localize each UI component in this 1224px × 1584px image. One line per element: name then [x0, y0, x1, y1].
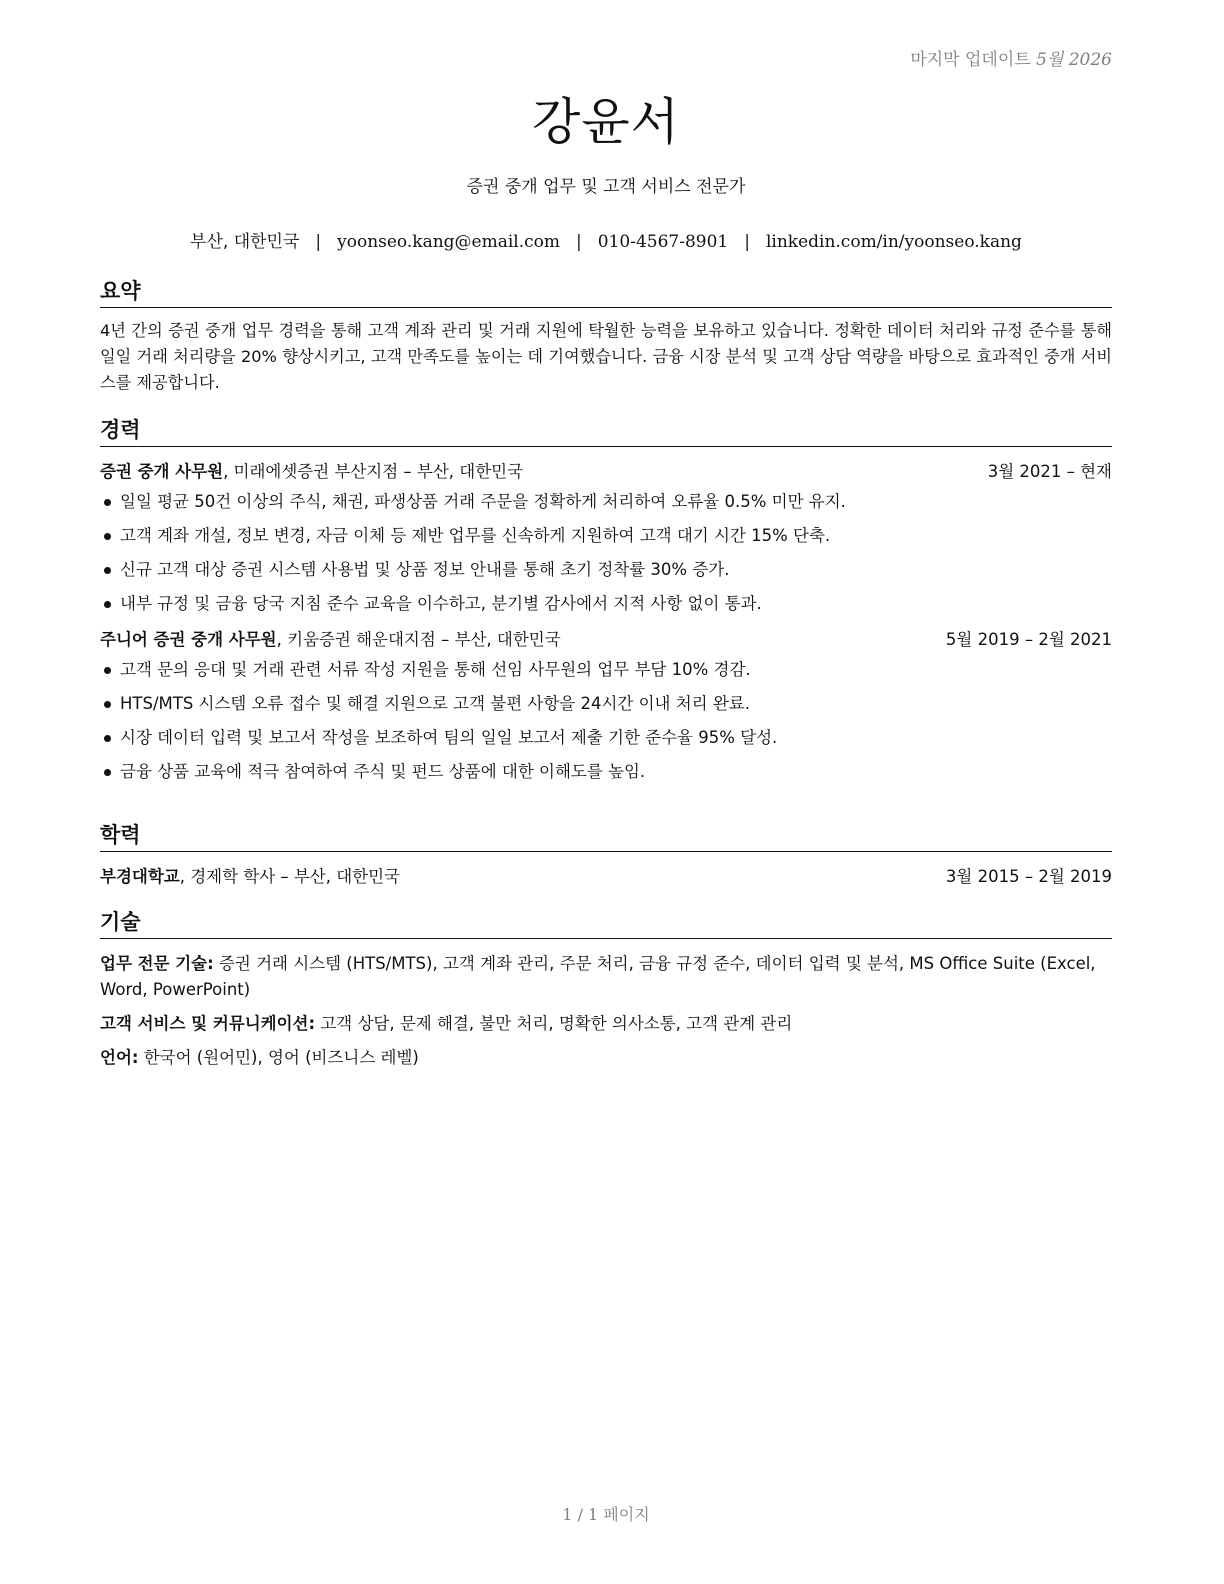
skills-section [100, 909, 1112, 1079]
education-detail: , 경제학 학사 – 부산, 대한민국 [179, 867, 400, 886]
job-org: , 키움증권 해운대지점 – 부산, 대한민국 [276, 630, 561, 649]
skill-label: 언어: [100, 1048, 139, 1067]
job-org: , 미래에셋증권 부산지점 – 부산, 대한민국 [223, 462, 524, 481]
job-title: 주니어 증권 중개 사무원 [100, 630, 277, 649]
contact-separator: | [315, 232, 322, 252]
summary-section [100, 278, 1112, 396]
summary-text: 4년 간의 증권 중개 업무 경력을 통해 고객 계좌 관리 및 거래 지원에 탁월한 능력을 보유하고 있습니다. 정확한 데이터 처리와 규정 준수를 통해 일일 거래 처리량을 20% 향상시키고, 고객 만족도를 높이는 데 기여했습니다. 금융 시장 분석 및 고객 상담 역량을 바탕으로 효과적인 중개 서비스를 제공합니다. [100, 321, 1112, 392]
job-header [100, 627, 1112, 653]
list-item: 고객 문의 응대 및 거래 관련 서류 작성 지원을 통해 선임 사무원의 업무 부담 10% 경감. [100, 657, 1112, 683]
education-entry [100, 864, 1112, 890]
page-number: 1 / 1 페이지 [562, 1505, 650, 1524]
skill-value: 증권 거래 시스템 (HTS/MTS), 고객 계좌 관리, 주문 처리, 금융 규정 준수, 데이터 입력 및 분석, MS Office Suite (Excel, Word, PowerPoint) [100, 954, 1096, 999]
job-bullets [100, 657, 1112, 785]
contact-separator: | [576, 232, 582, 252]
job-bullets [100, 489, 1112, 617]
list-item: 금융 상품 교육에 적극 참여하여 주식 및 펀드 상품에 대한 이해도를 높임. [100, 759, 1112, 785]
education-heading: 학력 [100, 822, 1112, 852]
contact-email[interactable]: yoonseo.kang@email.com [337, 232, 561, 252]
summary-heading: 요약 [100, 278, 1112, 308]
candidate-headline: 증권 중개 업무 및 고객 서비스 전문가 [466, 177, 746, 197]
skill-item [100, 951, 1112, 1003]
skill-item [100, 1045, 1112, 1071]
job-date: 5월 2019 – 2월 2021 [945, 630, 1112, 649]
list-item: 내부 규정 및 금융 당국 지침 준수 교육을 이수하고, 분기별 감사에서 지적 사항 없이 통과. [100, 591, 1112, 617]
skill-label: 고객 서비스 및 커뮤니케이션: [100, 1014, 316, 1033]
contact-location: 부산, 대한민국 [190, 232, 300, 252]
job-entry [100, 627, 1112, 785]
list-item: 일일 평균 50건 이상의 주식, 채권, 파생상품 거래 주문을 정확하게 처리하여 오류율 0.5% 미만 유지. [100, 489, 1112, 515]
last-updated-date: 5월 2026 [1036, 50, 1112, 70]
skills-list [100, 951, 1112, 1071]
skill-item [100, 1011, 1112, 1037]
last-updated [910, 45, 1112, 70]
skill-value: 고객 상담, 문제 해결, 불만 처리, 명확한 의사소통, 고객 관계 관리 [315, 1014, 793, 1033]
job-title: 증권 중개 사무원 [100, 462, 224, 481]
list-item: 신규 고객 대상 증권 시스템 사용법 및 상품 정보 안내를 통해 초기 정착률 30% 증가. [100, 557, 1112, 583]
experience-heading: 경력 [100, 417, 1112, 447]
contact-line [100, 227, 1112, 252]
experience-section [100, 417, 1112, 793]
contact-linkedin[interactable]: linkedin.com/in/yoonseo.kang [765, 232, 1022, 252]
candidate-name: 강윤서 [532, 93, 680, 151]
job-entry [100, 459, 1112, 617]
skill-value: 한국어 (원어민), 영어 (비즈니스 레벨) [138, 1048, 419, 1067]
job-header [100, 459, 1112, 485]
list-item: HTS/MTS 시스템 오류 접수 및 해결 지원으로 고객 불편 사항을 24시간 이내 처리 완료. [100, 691, 1112, 717]
education-section [100, 822, 1112, 890]
education-date: 3월 2015 – 2월 2019 [945, 867, 1112, 886]
job-date: 3월 2021 – 현재 [987, 462, 1112, 481]
resume-page [100, 0, 1112, 1584]
list-item: 시장 데이터 입력 및 보고서 작성을 보조하여 팀의 일일 보고서 제출 기한 준수율 95% 달성. [100, 725, 1112, 751]
skills-heading: 기술 [100, 909, 1112, 939]
last-updated-prefix: 마지막 업데이트 [910, 50, 1031, 70]
school-name: 부경대학교 [100, 867, 180, 886]
list-item: 고객 계좌 개설, 정보 변경, 자금 이체 등 제반 업무를 신속하게 지원하여 고객 대기 시간 15% 단축. [100, 523, 1112, 549]
skill-label: 업무 전문 기술: [100, 954, 214, 973]
contact-separator: | [744, 232, 750, 252]
contact-phone[interactable]: 010-4567-8901 [597, 232, 729, 252]
